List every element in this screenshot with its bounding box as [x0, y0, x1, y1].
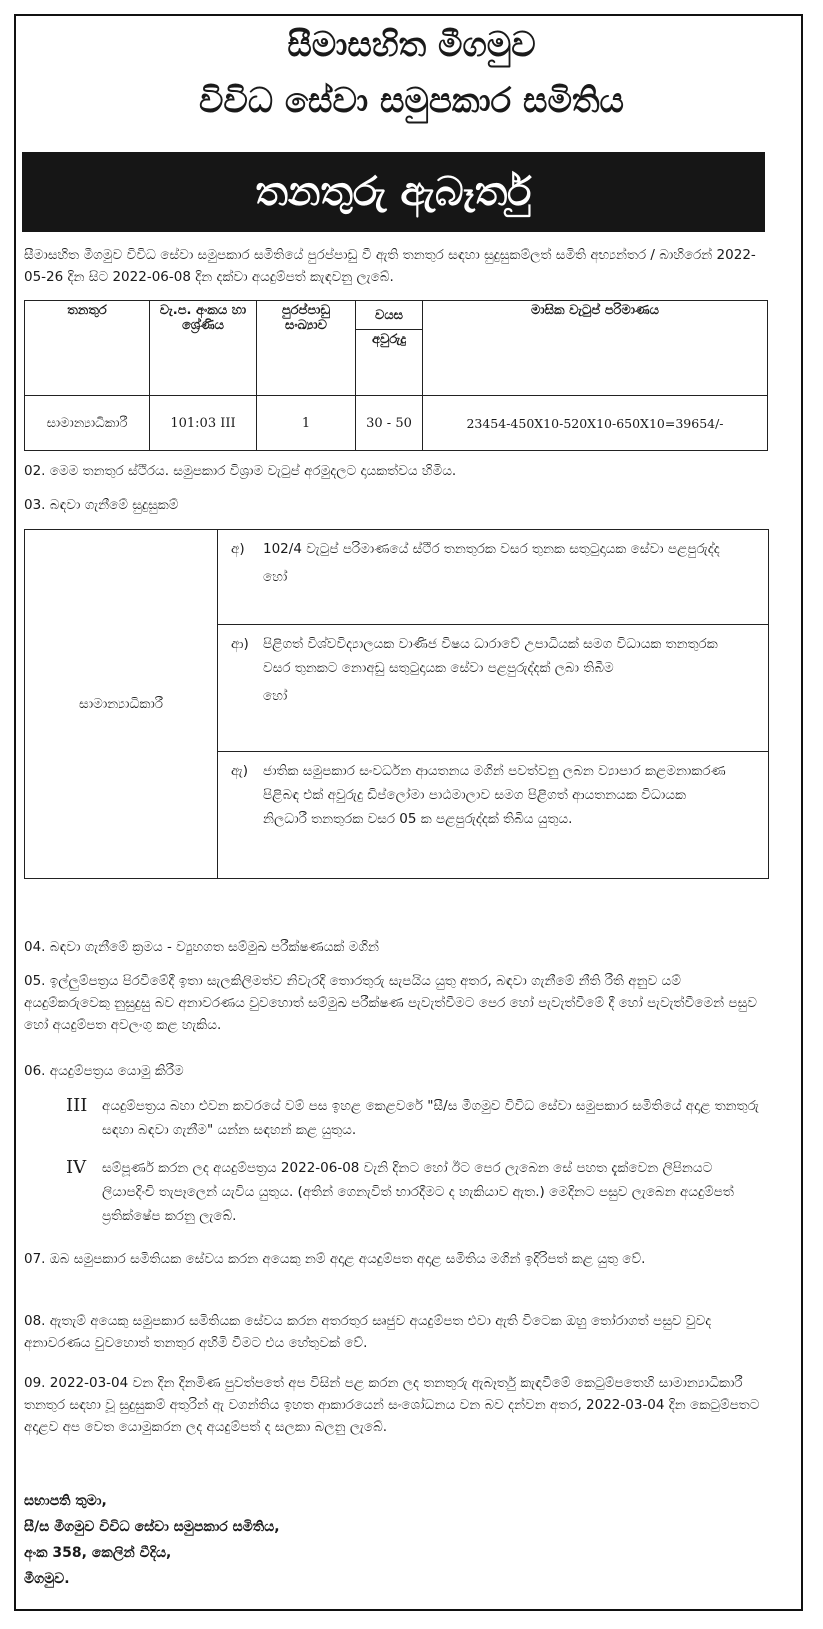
item-numeral: III [66, 1095, 88, 1116]
option-label: ඇ) [231, 763, 248, 779]
signature-block [24, 1488, 280, 1592]
qual-option-aa [218, 625, 769, 752]
qual-option-a [218, 530, 769, 625]
cell-age: 30 - 50 [356, 396, 423, 451]
vacancy-banner: තනතුරු ඇබෑර්තු [22, 152, 765, 232]
header-vacancies: පුරප්පාඩු සංඛ්‍යාව [257, 301, 356, 396]
item-text: අයදුම්පත්‍රය බහා එවන කවරයේ වම් පස ඉහළ කෙළවරේ "සී/ස මීගමුව විවිධ සේවා සමුපකාර සමිතියේ අදාළ තනතුරු සඳහා බඳවා ගැනීම" යන්න සඳහන් කළ යුතුය. [102, 1098, 759, 1138]
paragraph-06-item-IV [66, 1156, 766, 1228]
header-post: තනතුර [25, 301, 150, 396]
signature-line1: සභාපති තුමා, [24, 1493, 107, 1509]
header-age: වයස [356, 301, 423, 330]
paragraph-03: 03. බඳවා ගැනීමේ සුදුසුකම් [24, 497, 179, 513]
item-numeral: IV [66, 1157, 87, 1178]
signature-line2: සී/ස මීගමුව විවිධ සේවා සමුපකාර සමිතිය, [24, 1519, 280, 1535]
signature-line4: මීගමුව. [24, 1571, 70, 1587]
option-label: ආ) [231, 636, 249, 652]
paragraph-05: 05. ඉල්ලුම්පත්‍රය පිරවීමේදී ඉතා සැලකිලිමත්ව නිවැරදි තොරතුරු සැපයිය යුතු අතර, බඳවා ගැනීමේ නීති රීති අනුව යම් අයදුම්කරුවෙකු නුසුදුසු බව අනාවරණය වුවහොත් සම්මුඛ පරීක්ෂණ පැවැත්වීමට පෙර හෝ පැවැත්වීමේ දී හෝ පැවැත්වීමෙන් පසුව හෝ අයදුම්පත අවලංගු කළ හැකිය. [24, 973, 757, 1033]
paragraph-07: 07. ඔබ සමුපකාර සමිතියක සේවය කරන අයෙකු නම් අදාළ අයදුම්පත අදාළ සමිතිය මගින් ඉදිරිපත් කළ යුතු වේ. [24, 1251, 646, 1267]
org-name-line2: විවිධ සේවා සමුපකාර සමිතිය [198, 81, 624, 121]
or-word: හෝ [263, 688, 288, 704]
org-name-line1: සීමාසහිත මීගමුව [287, 25, 536, 65]
option-text: ජාතික සමුපකාර සංවර්ධන ආයතනය මගින් පවත්වනු ලබන ව්‍යාපාර කළමනාකරණ පිළිබඳ එක් අවුරුදු ඩිප්ලෝමා පාඨමාලාව සමග පිළිගත් ආයතනයක විධායක නිලධාරී තනතුරක වසර 05 ක පළපුරුද්දක් තිබිය යුතුය. [263, 763, 726, 827]
vacancy-table [24, 300, 768, 451]
option-text: පිළිගත් විශ්වවිද්‍යාලයක වාණිජ විෂය ධාරාවේ උපාධියක් සමග විධායක තනතුරක වසර තුනකට නොඅඩු සතුටුදායක සේවා පළපුරුද්දක් ලබා තිබීම [263, 636, 718, 676]
or-word: හෝ [263, 569, 288, 585]
header-salary: මාසික වැටුප් පරිමාණය [423, 301, 768, 396]
paragraph-02: 02. මෙම තනතුර ස්ථිරය. සමුපකාර විශ්‍රාම වැටුප් අරමුදලට දායකත්වය හිමිය. [24, 463, 457, 479]
paragraph-08: 08. ඇතැම් අයෙකු සමුපකාර සමිතියක සේවය කරන අතරතුර සෘජුව අයදුම්පත එවා ඇති විටෙක ඔහු තෝරාගත් පසුව වුවද අනාවරණය වුවහොත් තනතුර අහිමි වීමට එය හේතුවක් වේ. [24, 1313, 712, 1351]
paragraph-06-item-III [66, 1094, 766, 1142]
header-code: වැ.ප. අංකය හා ශ්‍රේණිය [150, 301, 257, 396]
paragraph-06: 06. අයදුම්පත්‍රය යොමු කිරීම [24, 1063, 184, 1079]
option-label: අ) [231, 541, 245, 557]
cell-post: සාමාන්‍යාධිකාරී [25, 396, 150, 451]
header-age-years: අවුරුදු [356, 330, 423, 396]
signature-line3: අංක 358, කෙලින් වීදිය, [24, 1545, 172, 1561]
qualifications-table [24, 529, 769, 879]
intro-paragraph: සීමාසහිත මීගමුව විවිධ සේවා සමුපකාර සමිතියේ පුරප්පාඩු වී ඇති තනතුර සඳහා සුදුසුකම්ලත් සමිති අභ්‍යන්තර / බාහිරෙන් 2022-05-26 දින සිට 2022-06-08 දින දක්වා අයදුම්පත් කැඳවනු ලැබේ. [24, 247, 756, 285]
qual-post-cell: සාමාන්‍යාධිකාරී [25, 530, 218, 879]
vacancy-table-header-row [25, 301, 768, 330]
item-text: සම්පූර්ණ කරන ලද අයදුම්පත්‍රය 2022-06-08 වැනි දිනට හෝ ඊට පෙර ලැබෙන සේ පහත දැක්වෙන ලිපිනයට ලියාපදිංචි තැපෑලෙන් යැවිය යුතුය. (අතින් ගෙනැවිත් භාරදීමට ද හැකියාව ඇත.) මෙදිනට පසුව ලැබෙන අයදුම්පත් ප්‍රතික්ෂේප කරනු ලැබේ. [102, 1160, 734, 1224]
cell-vacancies: 1 [257, 396, 356, 451]
qual-option-ae [218, 752, 769, 879]
cell-code: 101:03 III [150, 396, 257, 451]
paragraph-09: 09. 2022-03-04 වන දින දිනමිණ පුවත්පතේ අප විසින් පළ කරන ලද තනතුරු ඇබෑර්තු කැඳවීමේ කෙටුම්පතෙහි සාමාන්‍යාධිකාරී තනතුර සඳහා වූ සුදුසුකම් අතුරින් ඇ වගන්තිය ඉහත ආකාරයෙන් සංශෝධනය වන බව දන්වන අතර, 2022-03-04 දින කෙටුම්පතට අදාළව අප වෙත යොමුකරන ලද අයදුම්පත් ද සලකා බලනු ලැබේ. [24, 1375, 760, 1435]
paragraph-04: 04. බඳවා ගැනීමේ ක්‍රමය - ව්‍යුහගත සම්මුඛ පරීක්ෂණයක් මගින් [24, 939, 379, 955]
cell-salary: 23454-450X10-520X10-650X10=39654/- [423, 396, 768, 451]
table-row [25, 396, 768, 451]
option-text: 102/4 වැටුප් පරිමාණයේ ස්ථිර තනතුරක වසර තුනක සතුටුදායක සේවා පළපුරුද්ද [263, 541, 720, 557]
table-row [25, 530, 769, 625]
